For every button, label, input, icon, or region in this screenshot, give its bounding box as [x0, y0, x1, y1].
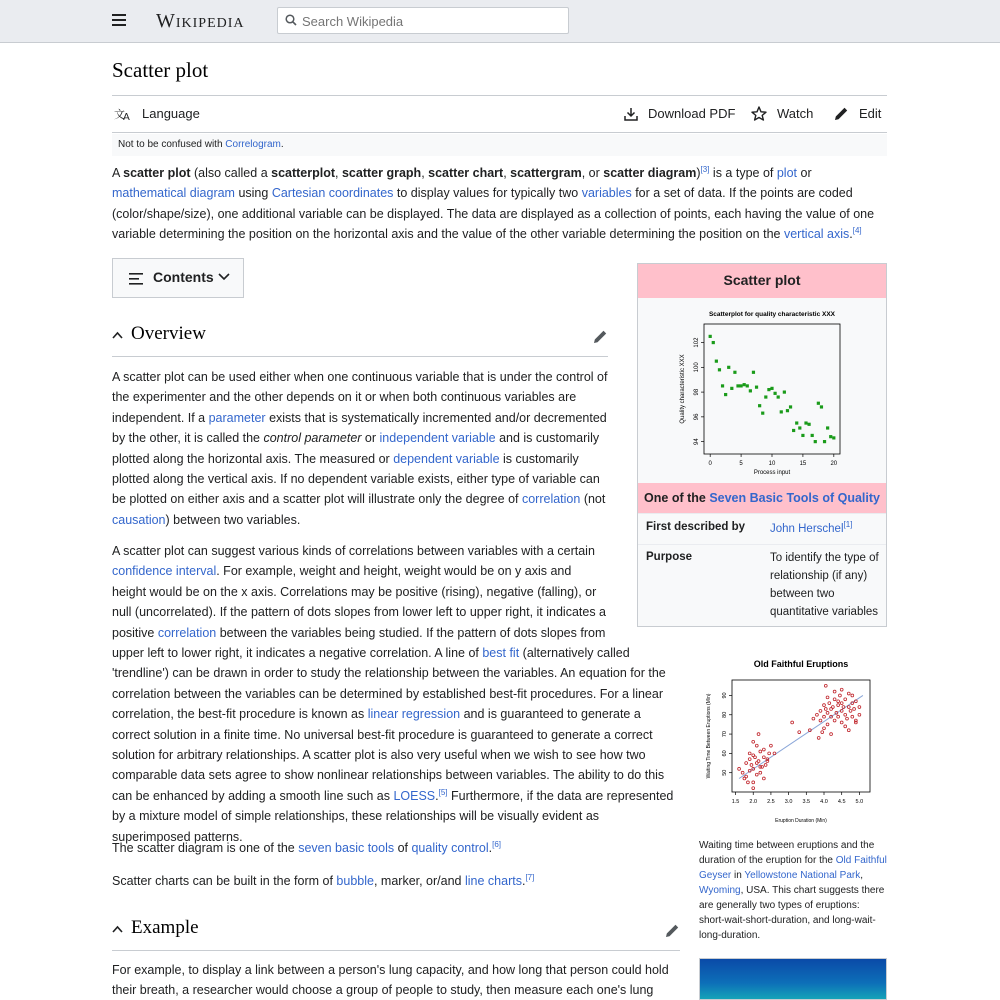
- data-point: [780, 410, 783, 413]
- old-faithful-geyser-link[interactable]: Old Faithful Geyser: [699, 855, 887, 881]
- data-point: [847, 706, 850, 709]
- wikipedia-wordmark[interactable]: Wikipedia: [156, 10, 245, 32]
- language-label: Language: [142, 106, 200, 121]
- y-tick-label: 70: [722, 731, 728, 738]
- data-point: [718, 368, 721, 371]
- text: between the variables being studied. If the pattern of dots slopes from upper left to lower right, it indicates a negative correlation. A line of: [112, 625, 606, 661]
- data-point: [743, 383, 746, 386]
- data-point: [721, 384, 724, 387]
- plot-link[interactable]: plot: [776, 166, 798, 180]
- data-point: [795, 421, 798, 424]
- data-point: [791, 721, 794, 724]
- quality-control-link[interactable]: quality control: [411, 841, 489, 855]
- data-point: [755, 773, 758, 776]
- x-tick-label: 15: [799, 461, 807, 467]
- data-point: [755, 386, 758, 389]
- data-point: [792, 429, 795, 432]
- x-tick-label: 4.5: [837, 799, 846, 805]
- pencil-icon: [834, 106, 849, 121]
- yellowstone-link[interactable]: Yellowstone National Park: [744, 870, 861, 881]
- data-point: [748, 752, 751, 755]
- overview-paragraph-4: [112, 871, 672, 891]
- y-tick-label: 80: [722, 711, 728, 718]
- data-point: [820, 405, 823, 408]
- italic-term: control parameter: [263, 431, 362, 446]
- data-point: [844, 713, 847, 716]
- search-box[interactable]: [277, 7, 569, 34]
- data-point: [724, 393, 727, 396]
- download-icon: [624, 107, 638, 121]
- causation-link[interactable]: causation: [112, 512, 166, 527]
- data-point: [757, 733, 760, 736]
- reference-link[interactable]: [4]: [852, 226, 862, 236]
- correlation-link[interactable]: correlation: [521, 492, 581, 507]
- data-point: [851, 694, 854, 697]
- example-chart-thumbnail[interactable]: [699, 958, 887, 1000]
- infobox-value-purpose: To identify the type of relationship (if any) between two quantitative variables: [770, 552, 879, 618]
- data-point: [844, 698, 847, 701]
- site-header: [0, 0, 1000, 43]
- x-tick-label: 5.0: [855, 799, 864, 805]
- data-point: [764, 395, 767, 398]
- reference-link[interactable]: [3]: [700, 164, 710, 174]
- x-axis-label: Eruption Duration (Min): [775, 818, 827, 824]
- y-tick-label: 100: [694, 362, 700, 373]
- contents-label: Contents: [153, 269, 214, 285]
- bubble-link[interactable]: bubble: [336, 874, 374, 888]
- data-point: [837, 715, 840, 718]
- text: is customarily plotted along the vertical axis. If no dependent variable exists, either type of variable can be plotted on either axis and a scatter plot will illustrate only the degree of: [112, 451, 600, 507]
- data-point: [789, 405, 792, 408]
- data-point: [804, 421, 807, 424]
- data-point: [766, 760, 769, 763]
- y-axis-label: Quality characteristic XXX: [680, 354, 686, 424]
- y-axis-label: Waiting Time Between Eruptions (Min): [706, 693, 712, 779]
- intro-paragraph: [112, 163, 887, 245]
- data-point: [817, 737, 820, 740]
- data-point: [833, 719, 836, 722]
- data-point: [816, 713, 819, 716]
- text: and is guaranteed to generate a correct solution in a finite time. No universal best-fit procedure is guaranteed to generate a correct solution for arbitrary relationships. A scatter plot is also very useful when we wish to see how two comparable data sets agree to show nonlinear relationships between variables. The ability to do this can be enhanced by adding a smooth line such as: [112, 707, 665, 803]
- data-point: [807, 423, 810, 426]
- svg-text:文: 文: [114, 107, 125, 121]
- text: .: [435, 788, 439, 803]
- example-divider: [112, 950, 680, 951]
- text: . For example, weight and height, weight would be on y axis and height would be on the x axis. Correlations may be positive (rising), negative (falling), or null (uncorrelated). If the pattern of dots slopes from lower left to upper right, it indicates a positive: [112, 564, 607, 640]
- data-point: [833, 698, 836, 701]
- text: Waiting time between eruptions and the duration of the eruption for the: [699, 840, 875, 866]
- data-point: [748, 758, 751, 761]
- data-point: [831, 706, 834, 709]
- seven-basic-tools-link[interactable]: seven basic tools: [298, 841, 395, 855]
- bold-term: scatter graph: [341, 166, 422, 180]
- data-point: [741, 771, 744, 774]
- data-point: [738, 767, 741, 770]
- hatnote-text: Not to be confused with: [118, 139, 226, 150]
- language-button[interactable]: [114, 106, 200, 121]
- x-tick-label: 4.0: [820, 799, 828, 805]
- text: in: [731, 870, 745, 881]
- data-point: [812, 717, 815, 720]
- data-point: [854, 719, 857, 722]
- download-pdf-label: Download PDF: [648, 106, 736, 121]
- cartesian-coordinates-link[interactable]: Cartesian coordinates: [271, 186, 394, 201]
- data-point: [832, 436, 835, 439]
- x-tick-label: 1.5: [731, 799, 740, 805]
- data-point: [823, 704, 826, 707]
- page-title: Scatter plot: [112, 58, 209, 82]
- data-point: [752, 371, 755, 374]
- parameter-link[interactable]: parameter: [208, 410, 266, 425]
- data-point: [743, 777, 746, 780]
- data-point: [736, 384, 739, 387]
- y-tick-label: 90: [722, 692, 728, 699]
- contents-toggle[interactable]: [112, 258, 244, 298]
- x-axis-label: Process input: [753, 470, 791, 476]
- bold-term: scatter diagram: [603, 166, 697, 180]
- vertical-axis-link[interactable]: vertical axis: [783, 227, 850, 242]
- data-point: [752, 781, 755, 784]
- data-point: [752, 787, 755, 790]
- data-point: [770, 744, 773, 747]
- text: ): [696, 166, 701, 180]
- data-point: [833, 690, 836, 693]
- text: and is customarily plotted along the horizontal axis. The measured or: [112, 431, 600, 466]
- y-tick-label: 98: [694, 388, 700, 396]
- data-point: [730, 387, 733, 390]
- bold-term: scatter plot: [123, 166, 191, 180]
- data-point: [712, 341, 715, 344]
- chevron-down-icon: [218, 273, 230, 281]
- svg-text:A: A: [123, 111, 130, 121]
- data-point: [824, 684, 827, 687]
- data-point: [846, 717, 849, 720]
- example-heading[interactable]: [112, 917, 199, 939]
- text: to display values for typically two: [393, 186, 582, 201]
- data-point: [851, 715, 854, 718]
- text: Scatter charts can be built in the form of: [112, 874, 337, 888]
- text: ,: [860, 870, 863, 881]
- text: A: [112, 166, 124, 180]
- data-point: [840, 702, 843, 705]
- text: ,: [503, 166, 511, 180]
- data-point: [757, 760, 760, 763]
- data-point: [840, 721, 843, 724]
- wyoming-link[interactable]: Wyoming: [699, 885, 741, 896]
- text: or: [797, 166, 812, 180]
- toolbar-divider: [112, 132, 887, 133]
- text: .: [849, 227, 853, 242]
- chevron-up-icon: [112, 331, 123, 339]
- reference-link[interactable]: [5]: [438, 787, 448, 797]
- text: .: [521, 874, 526, 888]
- data-point: [733, 371, 736, 374]
- data-point: [758, 404, 761, 407]
- star-icon: [751, 106, 767, 121]
- infobox-value-first-described: [770, 520, 882, 538]
- best-fit-link[interactable]: best fit: [482, 646, 520, 661]
- data-point: [768, 752, 771, 755]
- data-point: [783, 390, 786, 393]
- data-point: [823, 715, 826, 718]
- john-herschel-link[interactable]: John Herschel: [770, 523, 844, 535]
- data-point: [847, 729, 850, 732]
- data-point: [762, 777, 765, 780]
- search-input[interactable]: [300, 10, 564, 32]
- hatnote-suffix: .: [280, 139, 284, 150]
- data-point: [764, 764, 767, 767]
- data-point: [727, 366, 730, 369]
- data-point: [814, 440, 817, 443]
- text: .: [488, 841, 493, 855]
- y-tick-label: 96: [694, 413, 700, 421]
- overview-heading-text: Overview: [131, 323, 206, 344]
- plot-frame: [732, 680, 870, 792]
- data-point: [767, 388, 770, 391]
- text: of: [394, 841, 412, 855]
- data-point: [840, 688, 843, 691]
- infobox-title: Scatter plot: [638, 264, 886, 298]
- data-point: [777, 395, 780, 398]
- data-point: [746, 384, 749, 387]
- download-pdf-button[interactable]: [624, 106, 735, 121]
- y-tick-label: 50: [722, 769, 728, 776]
- data-point: [747, 781, 750, 784]
- variables-link[interactable]: variables: [581, 186, 632, 201]
- bold-term: scattergram: [510, 166, 582, 180]
- chart-title: Scatterplot for quality characteristic XXX: [708, 311, 836, 318]
- line-charts-link[interactable]: line charts: [464, 874, 522, 888]
- x-tick-label: 2.5: [767, 799, 775, 805]
- data-point: [853, 708, 856, 711]
- y-tick-label: 60: [722, 750, 728, 757]
- text: (not: [580, 492, 606, 507]
- overview-heading[interactable]: [112, 323, 206, 345]
- infobox-subtitle: [638, 483, 886, 513]
- linear-regression-link[interactable]: linear regression: [367, 707, 461, 722]
- data-point: [826, 723, 829, 726]
- seven-basic-tools-of-quality-link[interactable]: Seven Basic Tools of Quality: [709, 491, 880, 505]
- text: (also called a: [190, 166, 272, 180]
- edit-section-overview-icon[interactable]: [593, 329, 608, 344]
- data-point: [826, 696, 829, 699]
- x-tick-label: 3.0: [784, 799, 793, 805]
- data-point: [750, 764, 753, 767]
- example-heading-text: Example: [131, 917, 199, 938]
- x-tick-label: 20: [830, 461, 838, 467]
- reference-link[interactable]: [7]: [525, 872, 535, 882]
- data-point: [819, 709, 822, 712]
- text: using: [234, 186, 272, 201]
- overview-divider: [112, 356, 608, 357]
- x-tick-label: 10: [768, 461, 776, 467]
- watch-button[interactable]: [751, 106, 813, 121]
- hatnote: [112, 134, 887, 156]
- infobox-divider: [638, 513, 886, 514]
- data-point: [844, 725, 847, 728]
- reference-link[interactable]: [6]: [492, 839, 501, 849]
- text: ,: [421, 166, 429, 180]
- chevron-up-icon: [112, 925, 123, 933]
- x-tick-label: 0: [708, 461, 712, 467]
- search-icon: [285, 14, 297, 26]
- infobox-label-first-described: First described by: [646, 521, 746, 533]
- data-point: [798, 731, 801, 734]
- data-point: [849, 709, 852, 712]
- data-point: [847, 692, 850, 695]
- data-point: [837, 704, 840, 707]
- main-menu-icon[interactable]: [112, 14, 126, 26]
- data-point: [786, 409, 789, 412]
- data-point: [762, 756, 765, 759]
- chart-caption: [699, 838, 887, 943]
- data-point: [801, 434, 804, 437]
- data-point: [709, 335, 712, 338]
- chart-title: Old Faithful Eruptions: [753, 659, 849, 669]
- data-point: [715, 360, 718, 363]
- data-point: [752, 740, 755, 743]
- subtitle-text: One of the: [644, 491, 710, 505]
- data-point: [828, 702, 831, 705]
- edit-section-example-icon[interactable]: [665, 923, 680, 938]
- text: exists that is systematically incremented and/or decremented by the other, it is called the: [112, 410, 607, 446]
- correlation-link[interactable]: correlation: [157, 625, 217, 640]
- text: A scatter plot can be used either when one continuous variable that is under the control of the experimenter and the other depends on it or when both continuous variables are independent. If a: [112, 370, 608, 425]
- bold-term: scatterplot: [271, 166, 336, 180]
- y-tick-label: 94: [694, 438, 700, 445]
- old-faithful-scatter-chart[interactable]: [696, 654, 890, 830]
- data-point: [826, 426, 829, 429]
- reference-link[interactable]: [1]: [843, 520, 853, 530]
- x-tick-label: 5: [739, 461, 743, 467]
- data-point: [829, 435, 832, 438]
- dependent-variable-link[interactable]: dependent variable: [393, 451, 500, 466]
- data-point: [823, 440, 826, 443]
- watch-label: Watch: [777, 106, 814, 121]
- confidence-interval-link[interactable]: confidence interval: [112, 564, 217, 579]
- independent-variable-link[interactable]: independent variable: [379, 431, 496, 446]
- edit-label: Edit: [859, 106, 882, 121]
- infobox-divider: [638, 544, 886, 545]
- text: , marker, or/and: [373, 874, 465, 888]
- data-point: [826, 711, 829, 714]
- data-point: [798, 426, 801, 429]
- quality-scatter-chart[interactable]: [668, 304, 858, 476]
- data-point: [759, 771, 762, 774]
- data-point: [824, 708, 827, 711]
- data-point: [830, 733, 833, 736]
- data-point: [821, 731, 824, 734]
- data-point: [858, 713, 861, 716]
- y-tick-label: 102: [694, 337, 700, 348]
- infobox: [637, 263, 887, 627]
- data-point: [761, 412, 764, 415]
- text: or: [361, 431, 380, 446]
- data-point: [770, 387, 773, 390]
- text: Furthermore, if the data are represented by a mixture model of simple relationships, these relationships will be visually evident as superimposed patterns.: [112, 788, 674, 844]
- overview-paragraph-1: [112, 367, 608, 530]
- data-point: [773, 392, 776, 395]
- data-point: [762, 748, 765, 751]
- correlogram-link[interactable]: Correlogram: [225, 139, 281, 150]
- example-paragraph: For example, to display a link between a person's lung capacity, and how long that person could hold their breath, a researcher would choose a group of people to study, then measure each one's lung: [112, 963, 669, 998]
- text: A scatter plot can suggest various kinds of correlations between variables with a certain: [112, 544, 595, 558]
- text: , USA. This chart suggests there are generally two types of eruptions: short-wait-short-duration, and long-wait-long-duration.: [699, 885, 885, 941]
- data-point: [755, 744, 758, 747]
- list-icon: [129, 273, 143, 285]
- bold-term: scatter chart: [428, 166, 504, 180]
- data-point: [749, 389, 752, 392]
- text: ,: [335, 166, 342, 180]
- text: , or: [581, 166, 604, 180]
- data-point: [823, 727, 826, 730]
- text: ) between two variables.: [165, 512, 301, 527]
- data-point: [739, 384, 742, 387]
- infobox-label-purpose: Purpose: [646, 551, 693, 563]
- mathematical-diagram-link[interactable]: mathematical diagram: [112, 186, 235, 201]
- data-point: [819, 719, 822, 722]
- data-point: [754, 756, 757, 759]
- loess-link[interactable]: LOESS: [393, 788, 436, 803]
- data-point: [745, 762, 748, 765]
- data-point: [811, 434, 814, 437]
- text: (alternatively called 'trendline') can be drawn in order to study the relationship between the variables. An equation for the correlation between the variables can be determined by established best-fit procedures. For a linear correlation, the best-fit procedure is known as: [112, 646, 666, 722]
- data-point: [858, 706, 861, 709]
- data-point: [837, 700, 840, 703]
- overview-paragraph-2a: [112, 541, 680, 844]
- language-icon: [114, 107, 132, 121]
- data-point: [839, 694, 842, 697]
- text: is a type of: [709, 166, 777, 180]
- x-tick-label: 3.5: [802, 799, 811, 805]
- text: The scatter diagram is one of the: [112, 841, 299, 855]
- overview-paragraph-3: [112, 838, 672, 858]
- edit-button[interactable]: [834, 106, 881, 121]
- page-toolbar: [112, 96, 887, 132]
- text: for a set of data. If the points are coded (color/shape/size), one additional variable can be displayed. The data are displayed as a collection of points, each having the value of one variable determining the position on the horizontal axis and the value of the other variable determining the position on the: [112, 186, 875, 242]
- data-point: [759, 750, 762, 753]
- data-point: [817, 402, 820, 405]
- x-tick-label: 2.0: [749, 799, 758, 805]
